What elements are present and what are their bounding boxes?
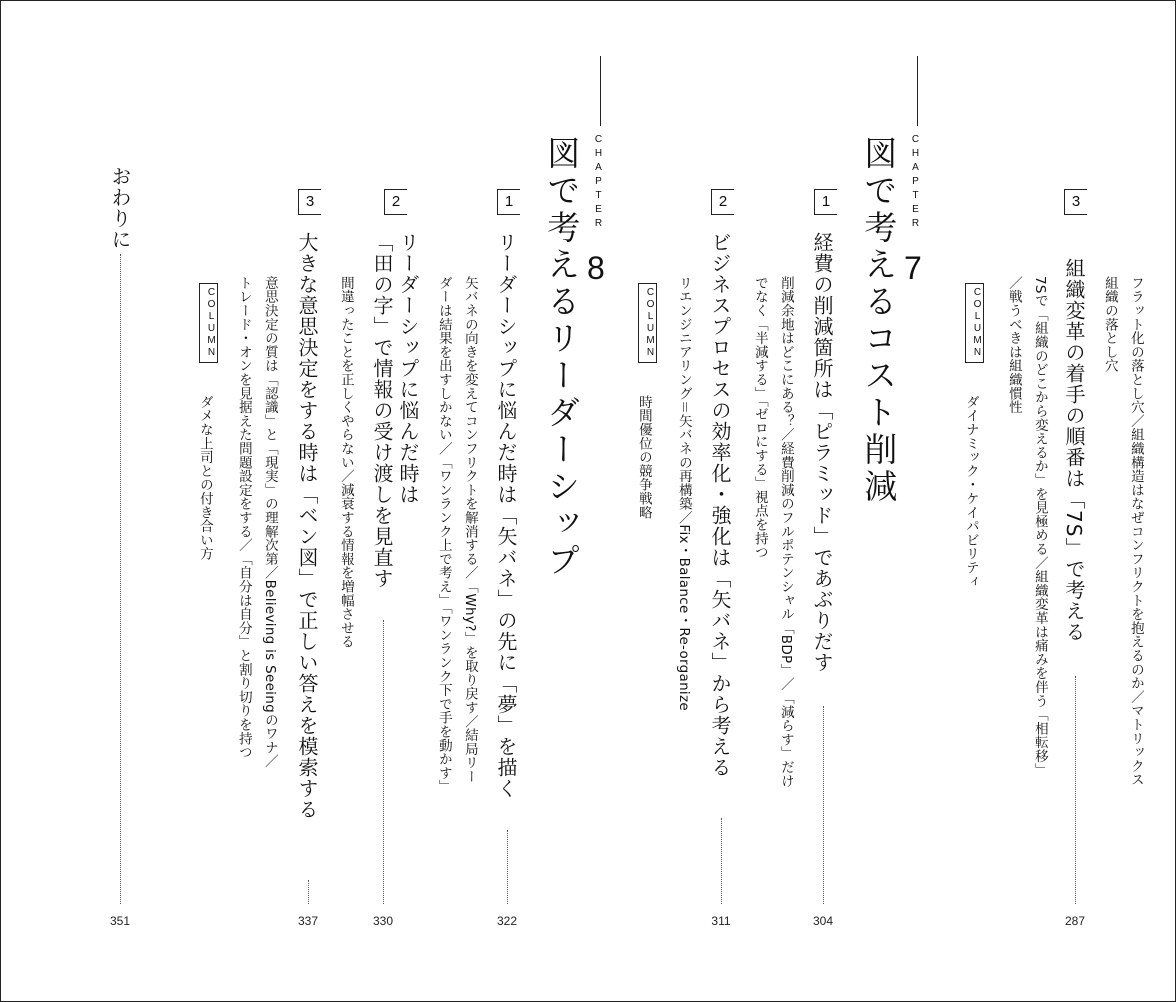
ch6-s3-desc-2: 組織の落とし穴 xyxy=(1101,276,1118,373)
ch7-s2-number: 2 xyxy=(711,189,734,215)
ch8-s3-desc-2: トレード・オンを見据えた問題設定をする／「自分は自分」と割り切りを持つ xyxy=(235,276,252,759)
ch7-s2-page: 311 xyxy=(711,914,731,928)
leader-dots xyxy=(507,830,508,904)
ch6-column-title[interactable]: ダイナミック・ケイパビリティ xyxy=(962,395,979,589)
ch7-s2-desc-1: リエンジニアリング＝矢バネの再構築／Fix・Balance・Re-organize xyxy=(675,276,692,711)
ch8-s1-number: 1 xyxy=(497,189,520,215)
ch8-s1-desc-2: ダーは結果を出すしかない／「ワンランク上で考え」「ワンランク下で手を動かす」 xyxy=(435,276,452,794)
leader-dots xyxy=(383,620,384,904)
leader-dots xyxy=(308,880,309,904)
ch7-s2-title[interactable]: ビジネスプロセスの効率化・強化は「矢バネ」から考える xyxy=(708,232,732,778)
ch7-s1-page: 304 xyxy=(812,914,834,928)
ch6-s3-title[interactable]: 組織変革の着手の順番は「7S」で考える xyxy=(1062,258,1086,643)
ch8-s2-desc-1: 間違ったことを正しくやらない／減衰する情報を増幅させる xyxy=(337,276,354,649)
ch7-heading-rule xyxy=(917,56,918,126)
ch7-column-badge: COLUMN xyxy=(638,283,657,363)
ch8-column-badge: COLUMN xyxy=(199,283,218,363)
ch7-chapter-label: CHAPTER xyxy=(910,134,921,232)
ch7-s1-desc-2: でなく「半減する」「ゼロにする」視点を持つ xyxy=(751,276,768,560)
ch7-s1-desc-1: 削減余地はどこにある？／経費削減のフルポテンシャル「BDP」／「減らす」だけ xyxy=(777,276,794,788)
ch7-s1-number: 1 xyxy=(814,189,837,215)
ch7-column-title[interactable]: 時間優位の競争戦略 xyxy=(635,395,652,520)
ch6-s3-number: 3 xyxy=(1064,189,1087,215)
ch6-s3-desc-3: 7Sで「組織のどこから変えるか」を見極める／組織変革は痛みを伴う「相転移」 xyxy=(1031,276,1048,777)
ch8-s3-desc-1: 意思決定の質は「認識」と「現実」の理解次第／Believing is Seeingのワナ／ xyxy=(261,276,278,769)
ch8-s3-page: 337 xyxy=(297,914,319,928)
ch8-s1-desc-1: 矢バネの向きを変えてコンフリクトを解消する／「Why?」を取り戻す／結局リー xyxy=(461,276,478,784)
ch6-column-badge: COLUMN xyxy=(965,283,984,363)
ch8-s2-page: 330 xyxy=(372,914,394,928)
ch6-s3-desc-1: フラット化の落とし穴／組織構造はなぜコンフリクトを抱えるのか／マトリックス xyxy=(1127,276,1144,787)
ch8-s1-page: 322 xyxy=(496,914,518,928)
ch8-heading-rule xyxy=(600,56,601,126)
ch8-s2-title-line1[interactable]: リーダーシップに悩んだ時は xyxy=(396,232,420,505)
ch6-s3-desc-4: ／戦うべきは組織慣性 xyxy=(1005,276,1022,414)
leader-dots xyxy=(823,706,824,904)
ch8-s3-title[interactable]: 大きな意思決定をする時は「ベン図」で正しい答えを模索する xyxy=(295,232,319,820)
ch8-title[interactable]: 図で考えるリーダーシップ xyxy=(542,136,582,580)
leader-dots xyxy=(1075,676,1076,904)
ch8-chapter-number: 8 xyxy=(587,250,605,286)
ch8-s2-number: 2 xyxy=(384,189,407,215)
ch8-s3-number: 3 xyxy=(298,189,321,215)
ch8-s1-title[interactable]: リーダーシップに悩んだ時は「矢バネ」の先に「夢」を描く xyxy=(494,232,518,799)
ch7-chapter-number: 7 xyxy=(904,250,922,286)
ch7-title[interactable]: 図で考えるコスト削減 xyxy=(859,136,899,506)
ch7-s1-title[interactable]: 経費の削減箇所は「ピラミッド」であぶりだす xyxy=(810,232,834,673)
ch8-chapter-label: CHAPTER xyxy=(593,134,604,232)
leader-dots xyxy=(721,818,722,904)
leader-dots xyxy=(120,254,121,904)
ch8-column-title[interactable]: ダメな上司との付き合い方 xyxy=(196,395,213,561)
ending-title[interactable]: おわりに xyxy=(108,166,132,250)
ending-page: 351 xyxy=(109,914,131,928)
ch8-s2-title-line2[interactable]: 「田の字」で情報の受け渡しを見直す xyxy=(370,232,394,589)
ch6-s3-page: 287 xyxy=(1064,914,1086,928)
